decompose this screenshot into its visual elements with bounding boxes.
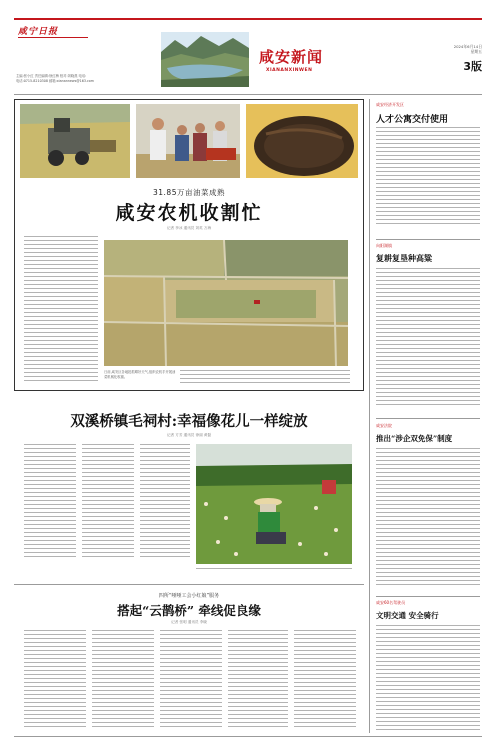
section-pinyin: XIANANXINWEN [266,68,313,73]
lead-caption-text [180,370,350,386]
sidebar-title-1: 人才公寓交付使用 [376,115,449,125]
masthead-top-rule [14,18,482,20]
second-body-col-3 [140,444,190,560]
lead-kicker: 31.85万亩油菜成熟 [153,188,225,197]
third-body-col-2 [92,630,154,730]
sidebar-rule-4 [376,596,480,597]
sidebar-rule-2 [376,239,480,240]
issue-date [432,44,482,54]
second-headline: 双溪桥镇毛祠村:幸福像花儿一样绽放 [70,413,308,430]
sidebar-tag-1: 咸安经济开发区 [376,102,404,107]
editor-info [16,74,136,84]
second-body-col-4 [196,568,352,572]
sidebar-body-4 [376,625,480,731]
third-headline: 搭起“云鹊桥” 牵线促良缘 [117,603,261,618]
third-kicker: 四所“哑哑工会小红娘”服务 [158,593,220,599]
third-body-col-3 [160,630,222,730]
masthead-bottom-rule [14,94,482,95]
page-bottom-rule [14,736,482,737]
paper-logo: 咸宁日报 [18,27,59,37]
page-number: 3版 [463,60,482,73]
third-body-col-5 [294,630,356,730]
sidebar-tag-3: 咸安法院 [376,423,392,428]
sidebar-tag-2: 向阳湖镇 [376,243,392,248]
photo-flower-field [196,444,352,564]
second-body-col-2 [82,444,134,560]
sidebar-title-4: 文明交通 安全骑行 [376,611,439,620]
second-byline: 记者 方芳 通讯员 徐丽 黄磊 [166,433,212,437]
photo-rapeseed-closeup [246,104,358,178]
sidebar-divider [369,99,370,733]
sidebar-rule-3 [376,418,480,419]
editor-line-1: 主编:张小红 责任编辑:徐红梅 校对:刘晓燕 电话: [16,74,87,78]
sidebar-tag-4: 咸安60名驾驶员 [376,600,406,605]
sidebar-title-2: 复耕复垦种高粱 [376,253,432,263]
third-body-col-1 [24,630,86,730]
editor-line-2: 电话:0715-8210308 邮箱:xianannews@163.com [16,78,95,83]
sidebar-body-2 [376,268,480,406]
lead-photo-caption: 日前,咸安区各地抢抓晴好天气,组织农机手开展油菜机械化收割。 [104,370,176,379]
sidebar-body-3 [376,448,480,588]
lead-byline: 记者 李冰 通讯员 刘英 万海 [166,226,212,230]
third-body-col-4 [228,630,288,730]
lead-body-text [24,236,98,384]
photo-farmers-checking [136,104,240,178]
second-body-col-1 [24,444,76,560]
masthead-logo-rule [18,37,88,38]
third-top-rule [14,584,364,585]
photo-harvester [20,104,130,178]
section-title: 咸安新闻 [259,48,324,66]
masthead-landscape-photo [161,32,249,87]
third-byline: 记者 张明 通讯员 李晓 [171,620,207,624]
lead-headline: 咸安农机收割忙 [115,202,263,224]
date-line: 2024年6月14日 [453,44,482,49]
sidebar-body-1 [376,127,480,227]
sidebar-title-3: 推出“涉企双免保”制度 [376,434,453,443]
masthead [14,18,482,83]
weekday: 星期五 [470,49,482,54]
photo-aerial-fields [104,240,348,366]
